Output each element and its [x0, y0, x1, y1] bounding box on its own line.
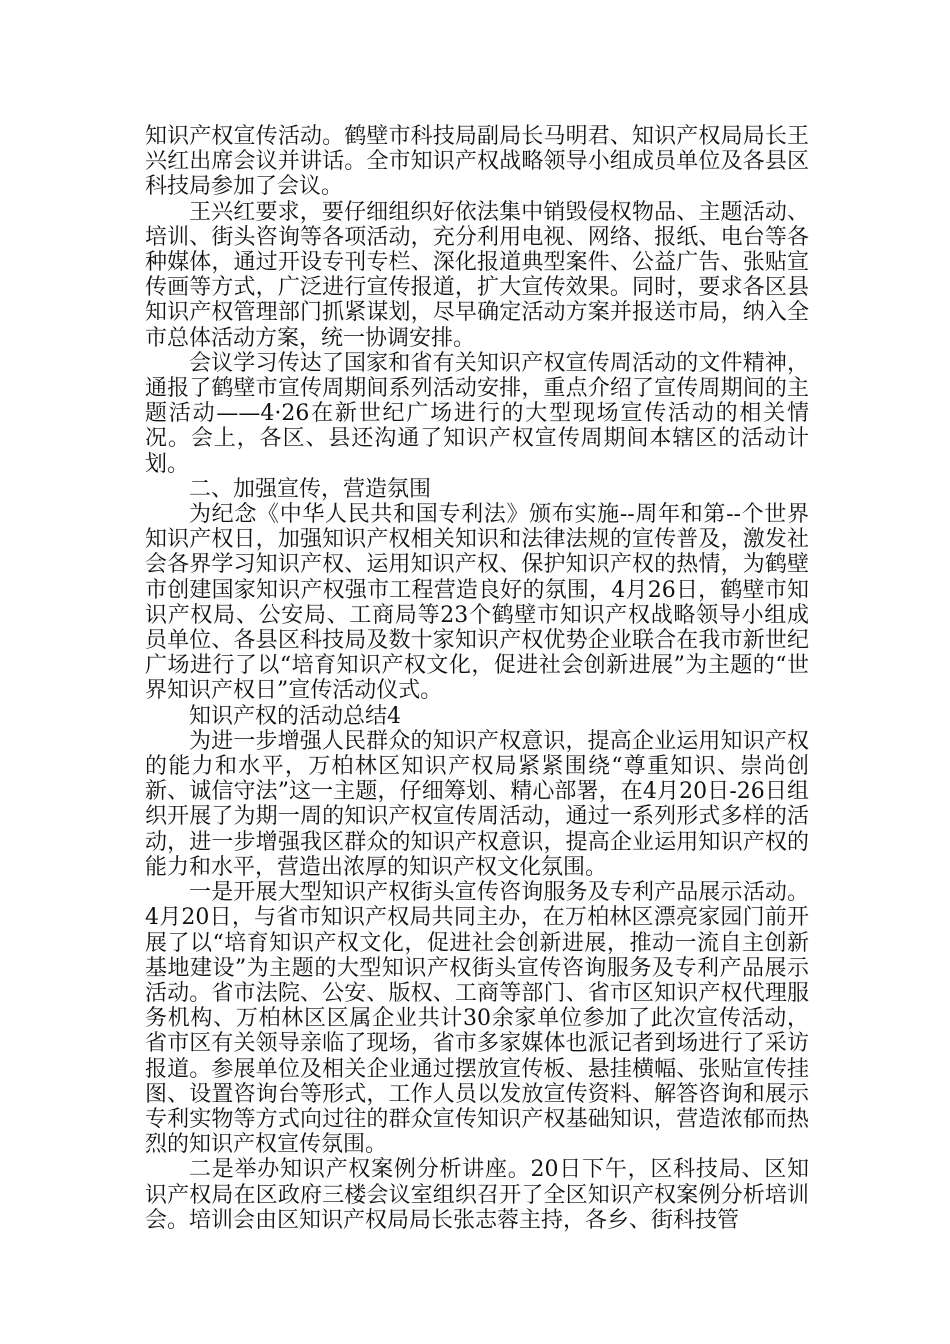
paragraph-7: 为进一步增强人民群众的知识产权意识，提高企业运用知识产权的能力和水平，万柏林区知识产权局紧紧围绕“尊重知识、崇尚创新、诚信守法”这一主题，仔细筹划、精心部署，在4月20日-26日组织开展了为期一周的知识产权宣传周活动，通过一系列形式多样的活动，进一步增强我区群众的知识产权意识，提高企业运用知识产权的能力和水平，营造出浓厚的知识产权文化氛围。: [145, 728, 809, 880]
summary-title: 知识产权的活动总结4: [189, 703, 401, 729]
paragraph-9: 二是举办知识产权案例分析讲座。20日下午，区科技局、区知识产权局在区政府三楼会议室组织召开了全区知识产权案例分析培训会。培训会由区知识产权局局长张志蓉主持，各乡、街科技管: [145, 1157, 809, 1233]
document-page: [145, 124, 809, 1233]
paragraph-2: 王兴红要求，要仔细组织好依法集中销毁侵权物品、主题活动、培训、街头咨询等各项活动，充分利用电视、网络、报纸、电台等各种媒体，通过开设专刊专栏、深化报道典型案件、公益广告、张贴宣传画等方式，广泛进行宣传报道，扩大宣传效果。同时，要求各区县知识产权管理部门抓紧谋划，尽早确定活动方案并报送市局，纳入全市总体活动方案，统一协调安排。: [145, 199, 809, 351]
paragraph-3: 会议学习传达了国家和省有关知识产权宣传周活动的文件精神，通报了鹤壁市宣传周期间系列活动安排，重点介绍了宣传周期间的主题活动——4·26在新世纪广场进行的大型现场宣传活动的相关情况。会上，各区、县还沟通了知识产权宣传周期间本辖区的活动计划。: [145, 350, 809, 477]
paragraph-1: 知识产权宣传活动。鹤壁市科技局副局长马明君、知识产权局局长王兴红出席会议并讲话。全市知识产权战略领导小组成员单位及各县区科技局参加了会议。: [145, 124, 809, 200]
section-heading: 二、加强宣传，营造氛围: [189, 476, 432, 502]
paragraph-8: 一是开展大型知识产权街头宣传咨询服务及专利产品展示活动。4月20日，与省市知识产权局共同主办，在万柏林区漂亮家园门前开展了以“培育知识产权文化，促进社会创新进展，推动一流自主创新基地建设”为主题的大型知识产权街头宣传咨询服务及专利产品展示活动。省市法院、公安、版权、工商等部门、省市区知识产权代理服务机构、万柏林区区属企业共计30余家单位参加了此次宣传活动，省市区有关领导亲临了现场，省市多家媒体也派记者到场进行了采访报道。参展单位及相关企业通过摆放宣传板、悬挂横幅、张贴宣传挂图、设置咨询台等形式，工作人员以发放宣传资料、解答咨询和展示专利实物等方式向过往的群众宣传知识产权基础知识，营造浓郁而热烈的知识产权宣传氛围。: [145, 880, 809, 1158]
paragraph-5: 为纪念《中华人民共和国专利法》颁布实施--周年和第--个世界知识产权日，加强知识产权相关知识和法律法规的宣传普及，激发社会各界学习知识产权、运用知识产权、保护知识产权的热情，为鹤壁市创建国家知识产权强市工程营造良好的氛围，4月26日，鹤壁市知识产权局、公安局、工商局等23个鹤壁市知识产权战略领导小组成员单位、各县区科技局及数十家知识产权优势企业联合在我市新世纪广场进行了以“培育知识产权文化，促进社会创新进展”为主题的“世界知识产权日”宣传活动仪式。: [145, 502, 809, 704]
